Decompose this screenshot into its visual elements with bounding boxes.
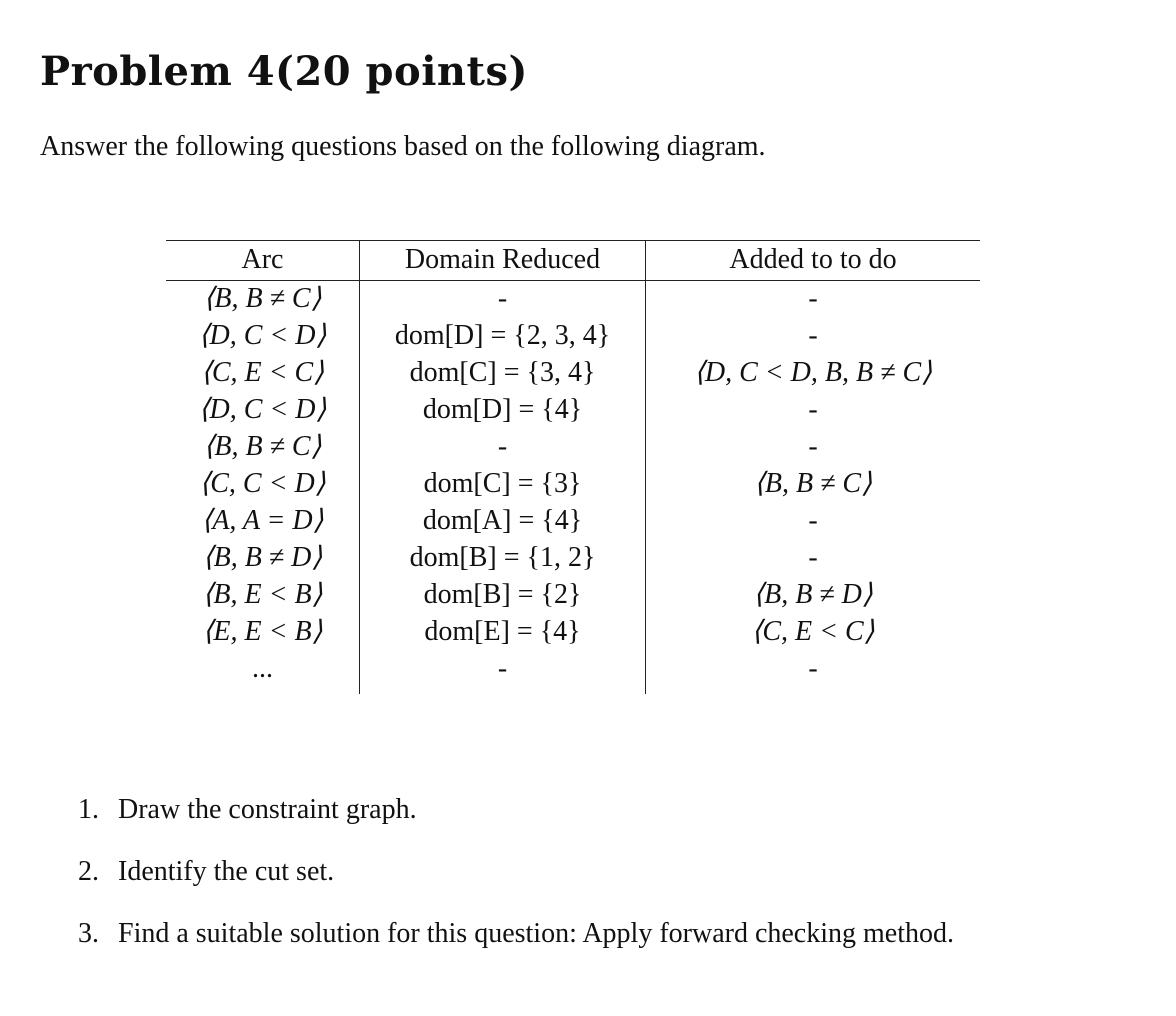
added-cell: - (808, 283, 818, 314)
domain-cell: dom[C] = {3, 4} (409, 357, 596, 388)
added-cell: ⟨B, B ≠ C⟩ (753, 468, 873, 499)
arc-cell: ⟨E, E < B⟩ (202, 616, 323, 647)
added-cell: - (808, 320, 818, 351)
question-item (78, 852, 954, 914)
domain-column (359, 281, 645, 694)
table-body (166, 281, 980, 694)
arc-cell: ⟨B, E < B⟩ (202, 579, 323, 610)
problem-title: Problem 4(20 points) (40, 48, 528, 95)
table-header (166, 240, 980, 281)
added-cell: - (808, 394, 818, 425)
arc-cell: ⟨C, E < C⟩ (200, 357, 325, 388)
question-text: Draw the constraint graph. (118, 794, 417, 825)
added-cell: ⟨B, B ≠ D⟩ (753, 579, 873, 610)
arc-cell: ⟨D, C < D⟩ (198, 394, 327, 425)
arc-column (166, 281, 359, 694)
question-number: 2. (78, 856, 99, 887)
domain-cell: dom[B] = {1, 2} (409, 542, 596, 573)
arc-cell: ⟨A, A = D⟩ (201, 505, 324, 536)
header-added-to-todo: Added to to do (645, 241, 980, 280)
domain-cell: - (497, 431, 508, 462)
domain-cell: dom[D] = {4} (422, 394, 583, 425)
question-text: Identify the cut set. (118, 856, 335, 887)
arc-cell: ⟨B, B ≠ C⟩ (203, 431, 322, 462)
added-cell: - (808, 653, 818, 684)
question-number: 1. (78, 794, 99, 825)
arc-cell: ⟨B, B ≠ D⟩ (202, 542, 323, 573)
question-item (78, 914, 954, 976)
header-domain-reduced: Domain Reduced (359, 241, 645, 280)
arc-cell: ⟨D, C < D⟩ (198, 320, 327, 351)
arc-consistency-table (166, 240, 980, 694)
added-cell: - (808, 431, 818, 462)
intro-text: Answer the following questions based on the following diagram. (40, 131, 766, 162)
domain-cell: - (497, 653, 508, 684)
question-text: Find a suitable solution for this question: Apply forward checking method. (118, 918, 954, 949)
question-list (78, 790, 954, 976)
domain-cell: - (497, 283, 508, 314)
header-arc: Arc (241, 244, 284, 275)
added-cell: - (808, 505, 818, 536)
question-number: 3. (78, 918, 99, 949)
arc-cell: ⟨C, C < D⟩ (199, 468, 326, 499)
question-item (78, 790, 954, 852)
domain-cell: dom[E] = {4} (424, 616, 581, 647)
domain-cell: dom[D] = {2, 3, 4} (394, 320, 611, 351)
added-cell: - (808, 542, 818, 573)
domain-cell: dom[A] = {4} (422, 505, 583, 536)
arc-cell: ... (252, 653, 273, 684)
domain-cell: dom[C] = {3} (423, 468, 582, 499)
added-cell: ⟨C, E < C⟩ (751, 616, 875, 647)
added-column (645, 281, 980, 694)
arc-cell: ⟨B, B ≠ C⟩ (203, 283, 322, 314)
domain-cell: dom[B] = {2} (423, 579, 582, 610)
added-cell: ⟨D, C < D, B, B ≠ C⟩ (693, 357, 933, 388)
